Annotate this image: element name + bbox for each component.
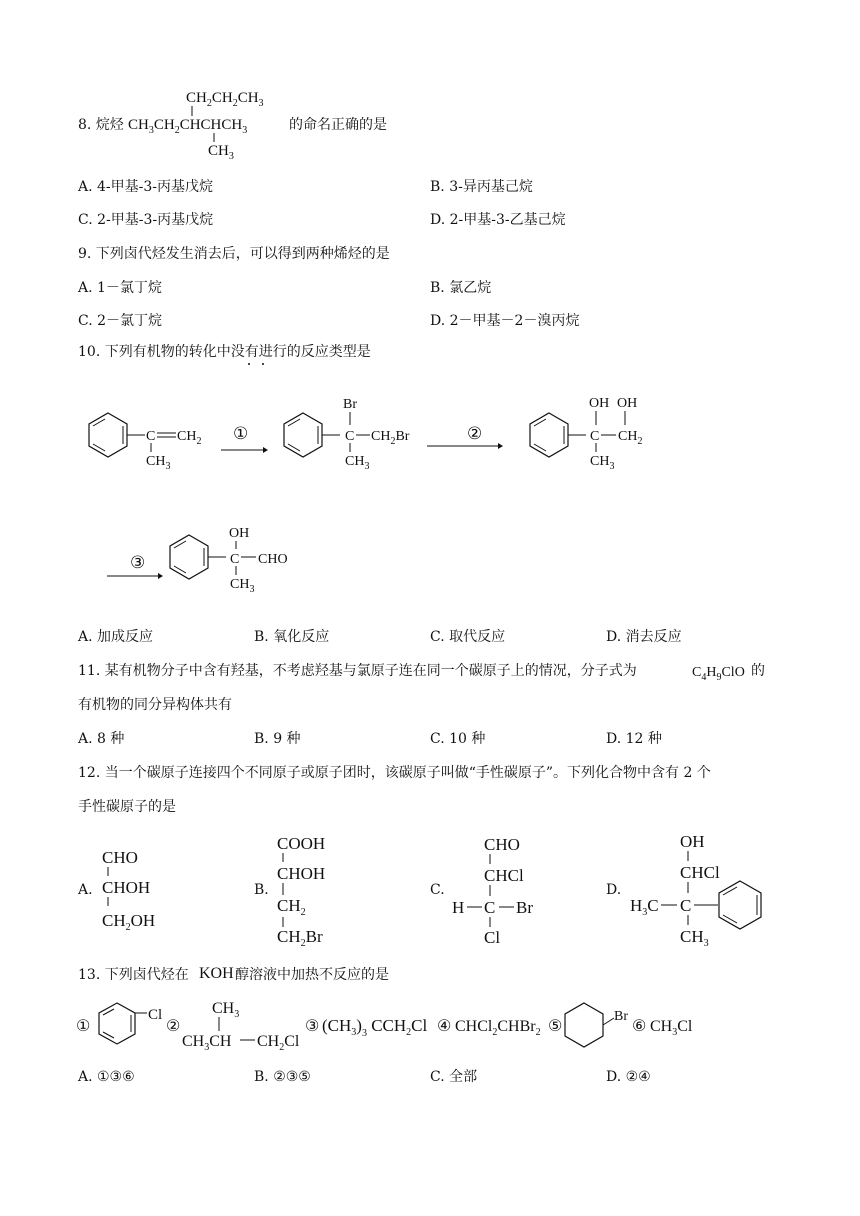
- q9-option-d[interactable]: D. 2－甲基－2－溴丙烷: [430, 313, 580, 329]
- q10-option-d[interactable]: D. 消去反应: [606, 629, 682, 645]
- svg-text:CH2: $CH_2$: [618, 429, 643, 447]
- svg-text:CH3CH2CHCHCH3: $CH_3CH_2CHCHCH_3$: [128, 117, 248, 136]
- q11-option-c[interactable]: C. 10 种: [430, 731, 486, 747]
- svg-text:C: C: [484, 898, 496, 917]
- svg-text:CH2: $CH_2$: [177, 429, 202, 447]
- q13-stem-koh: KOH: [199, 965, 234, 982]
- q12-option-c-letter[interactable]: C.: [430, 882, 445, 898]
- q10-option-a[interactable]: A. 加成反应: [78, 629, 154, 645]
- q12-stem-line2: 手性碳原子的是: [78, 799, 176, 815]
- q9-option-b[interactable]: B. 氯乙烷: [430, 280, 492, 296]
- q8-stem-suffix: 的命名正确的是: [289, 117, 387, 133]
- svg-text:④: ④: [437, 1018, 452, 1035]
- q8-stem-prefix: 8. 烷烃: [78, 117, 124, 133]
- svg-text:CH2: $CH_2$: [277, 896, 306, 918]
- svg-text:CH2Br: $CH_2Br$: [277, 927, 323, 949]
- q13-option-a[interactable]: A. ①③⑥: [78, 1069, 135, 1085]
- svg-text:CH2CH2CH3: $CH_2CH_2CH_3$: [186, 90, 264, 109]
- svg-text:OH: OH: [617, 396, 638, 411]
- svg-text:Br: Br: [343, 397, 357, 412]
- q11-stem-line1-prefix: 11. 某有机物分子中含有羟基，不考虑羟基与氯原子连在同一个碳原子上的情况，分子式为: [78, 663, 637, 679]
- svg-text:C: C: [146, 429, 156, 444]
- svg-text:C: C: [590, 429, 600, 444]
- svg-text:C: C: [230, 552, 240, 567]
- q8-option-b[interactable]: B. 3-异丙基己烷: [430, 179, 533, 195]
- svg-text:CH2OH: $CH_2OH$: [102, 911, 156, 933]
- q8-option-c[interactable]: C. 2-甲基-3-丙基戊烷: [78, 212, 214, 228]
- q12-option-d-letter[interactable]: D.: [606, 882, 622, 898]
- svg-text:H3C: $H_3C$: [630, 896, 659, 918]
- svg-text:CH3: $CH_3$: [146, 454, 171, 472]
- svg-text:Br: Br: [516, 898, 533, 917]
- svg-text:CH2Br: $CH_2Br$: [371, 429, 410, 447]
- svg-text:①: ①: [76, 1018, 91, 1035]
- q9-stem: 9. 下列卤代烃发生消去后，可以得到两种烯烃的是: [78, 246, 390, 262]
- q10-step-2: ②: [467, 424, 483, 443]
- q12-stem-line1: 12. 当一个碳原子连接四个不同原子或原子团时，该碳原子叫做“手性碳原子”。下列化合物中含有 2 个: [78, 765, 711, 781]
- svg-text:C: C: [345, 429, 355, 444]
- svg-text:②: ②: [166, 1018, 181, 1035]
- q10-option-b[interactable]: B. 氧化反应: [254, 629, 330, 645]
- svg-text:CH2Cl: $CH_2Cl$: [257, 1033, 300, 1053]
- q10-stem: 10. 下列有机物的转化中没有进行的反应类型是: [78, 344, 371, 360]
- svg-text:OH: OH: [229, 526, 250, 541]
- q11-option-b[interactable]: B. 9 种: [254, 731, 301, 747]
- svg-text:COOH: COOH: [277, 834, 326, 853]
- q10-step-1: ①: [233, 424, 249, 443]
- q10-step-3: ③: [130, 553, 146, 572]
- svg-text:CHO: CHO: [484, 835, 520, 854]
- svg-text:CH3CH: $CH_3CH$: [182, 1033, 232, 1053]
- svg-text:CHOH: CHOH: [277, 864, 326, 883]
- q13-stem-suffix: 醇溶液中加热不反应的是: [235, 967, 389, 983]
- q9-option-c[interactable]: C. 2－氯丁烷: [78, 313, 163, 329]
- q13-option-c[interactable]: C. 全部: [430, 1069, 478, 1085]
- svg-text:OH: OH: [680, 832, 705, 851]
- q10-option-c[interactable]: C. 取代反应: [430, 629, 506, 645]
- svg-text:CH3: $CH_3$: [230, 577, 255, 595]
- svg-text:CH3: $CH_3$: [590, 454, 615, 472]
- svg-text:CHCl: CHCl: [484, 866, 524, 885]
- svg-text:CH3Cl: $CH_3Cl$: [650, 1018, 693, 1038]
- svg-text:Cl: Cl: [484, 928, 501, 947]
- q11-stem-line1-suffix: 的: [751, 663, 765, 679]
- svg-text:CHO: CHO: [102, 848, 138, 867]
- svg-text:CH3: $CH_3$: [208, 143, 234, 162]
- q12-option-a-letter[interactable]: A.: [78, 882, 93, 898]
- svg-text:CH3: $CH_3$: [345, 454, 370, 472]
- q11-option-d[interactable]: D. 12 种: [606, 731, 662, 747]
- svg-text:(CH3)3 CCH2Cl: $(CH_3)_3$ $CCH_2Cl$: [322, 1016, 428, 1039]
- svg-text:CHCl2CHBr2: CHCl$_2$CHBr$_2$: [455, 1018, 541, 1038]
- svg-text:Cl: Cl: [148, 1007, 163, 1023]
- q9-option-a[interactable]: A. 1－氯丁烷: [78, 280, 162, 296]
- svg-text:CH3: $CH_3$: [212, 1000, 240, 1020]
- q11-option-a[interactable]: A. 8 种: [78, 731, 125, 747]
- svg-text:OH: OH: [589, 396, 610, 411]
- svg-text:C: C: [680, 896, 692, 915]
- svg-text:⑥: ⑥: [632, 1018, 647, 1035]
- q12-option-b-letter[interactable]: B.: [254, 882, 269, 898]
- svg-text:⑤: ⑤: [548, 1018, 563, 1035]
- q11-stem-line2: 有机物的同分异构体共有: [78, 697, 232, 713]
- svg-text:CH3: $CH_3$: [680, 927, 709, 949]
- svg-text:CHOH: CHOH: [102, 878, 151, 897]
- svg-text:H: H: [452, 898, 465, 917]
- svg-text:CHCl: CHCl: [680, 863, 720, 882]
- svg-text:C4H9ClO: $C_4H_9ClO$: [692, 665, 745, 683]
- svg-text:CHO: CHO: [258, 552, 288, 567]
- q8-option-d[interactable]: D. 2-甲基-3-乙基己烷: [430, 212, 566, 228]
- svg-text:③: ③: [305, 1018, 320, 1035]
- q13-stem-prefix: 13. 下列卤代烃在: [78, 967, 189, 983]
- svg-text:Br: Br: [614, 1009, 628, 1024]
- q13-option-b[interactable]: B. ②③⑤: [254, 1069, 311, 1085]
- q13-option-d[interactable]: D. ②④: [606, 1069, 651, 1085]
- q8-option-a[interactable]: A. 4-甲基-3-丙基戊烷: [78, 179, 214, 195]
